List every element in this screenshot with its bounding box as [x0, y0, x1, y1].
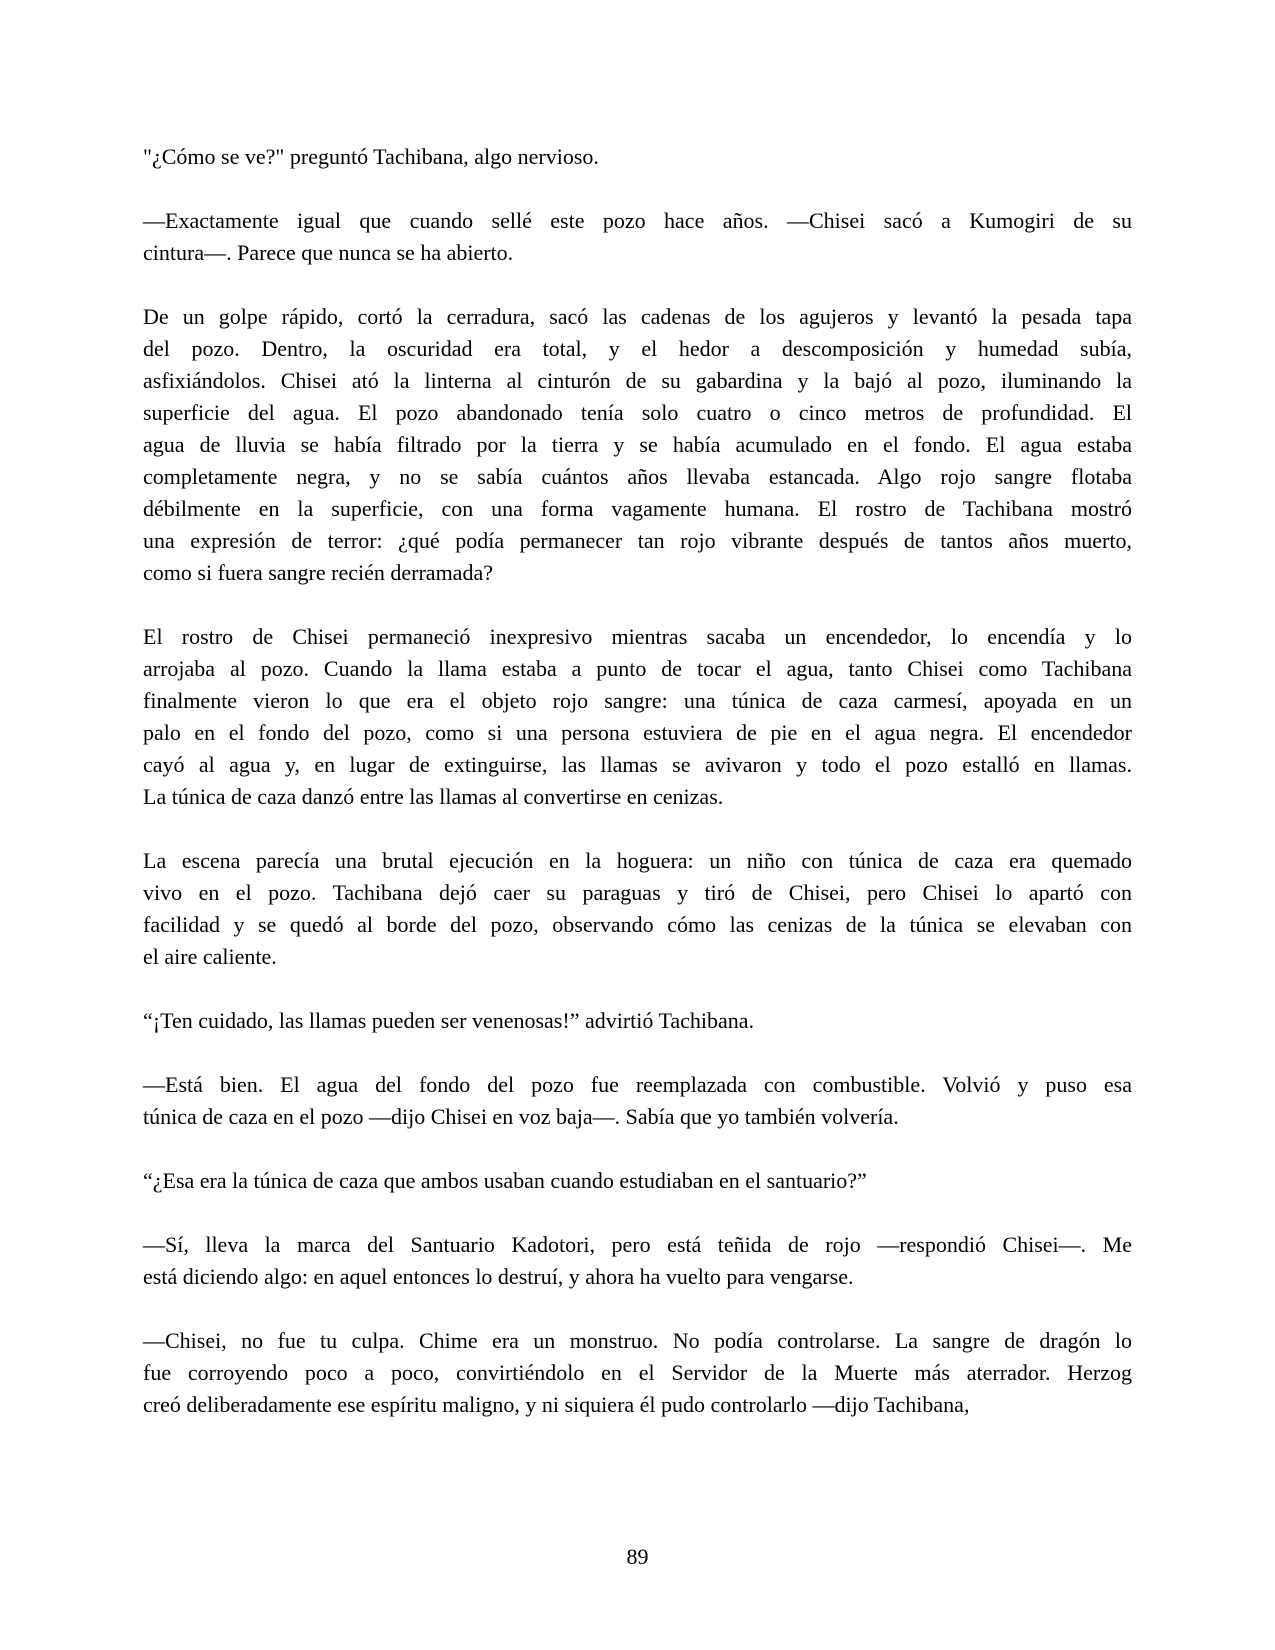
text-line: —Chisei, no fue tu culpa. Chime era un monstruo. No podía controlarse. La sangre de dragón lo [143, 1328, 1132, 1353]
paragraph [143, 1005, 1132, 1037]
text-line: —Exactamente igual que cuando sellé este pozo hace años. —Chisei sacó a Kumogiri de su [143, 208, 1132, 233]
text-line: La escena parecía una brutal ejecución en la hoguera: un niño con túnica de caza era quemado [143, 848, 1132, 873]
text-line: —Sí, lleva la marca del Santuario Kadotori, pero está teñida de rojo —respondió Chisei—. Me [143, 1232, 1132, 1257]
paragraph [143, 845, 1132, 973]
text-line: asfixiándolos. Chisei ató la linterna al cinturón de su gabardina y la bajó al pozo, iluminando la [143, 368, 1132, 393]
paragraph [143, 1069, 1132, 1133]
paragraph [143, 141, 1132, 173]
text-line: —Está bien. El agua del fondo del pozo fue reemplazada con combustible. Volvió y puso esa [143, 1072, 1132, 1097]
page-text [143, 141, 1132, 1421]
paragraph [143, 1165, 1132, 1197]
text-line: una expresión de terror: ¿qué podía permanecer tan rojo vibrante después de tantos años muerto, [143, 528, 1132, 553]
text-line: débilmente en la superficie, con una forma vagamente humana. El rostro de Tachibana mostró [143, 496, 1132, 521]
text-line: finalmente vieron lo que era el objeto rojo sangre: una túnica de caza carmesí, apoyada en un [143, 688, 1132, 713]
text-line: cayó al agua y, en lugar de extinguirse, las llamas se avivaron y todo el pozo estalló en llamas. [143, 752, 1132, 777]
text-line: “¡Ten cuidado, las llamas pueden ser venenosas!” advirtió Tachibana. [143, 1008, 755, 1033]
text-line: cintura—. Parece que nunca se ha abierto. [143, 240, 514, 265]
text-line: arrojaba al pozo. Cuando la llama estaba a punto de tocar el agua, tanto Chisei como Tachibana [143, 656, 1132, 681]
paragraph [143, 1229, 1132, 1293]
text-line: De un golpe rápido, cortó la cerradura, sacó las cadenas de los agujeros y levantó la pesada tapa [143, 304, 1132, 329]
text-line: fue corroyendo poco a poco, convirtiéndolo en el Servidor de la Muerte más aterrador. Herzog [143, 1360, 1132, 1385]
text-line: el aire caliente. [143, 944, 277, 969]
text-line: del pozo. Dentro, la oscuridad era total, y el hedor a descomposición y humedad subía, [143, 336, 1132, 361]
text-line: El rostro de Chisei permaneció inexpresivo mientras sacaba un encendedor, lo encendía y lo [143, 624, 1132, 649]
text-line: “¿Esa era la túnica de caza que ambos usaban cuando estudiaban en el santuario?” [143, 1168, 867, 1193]
text-line: completamente negra, y no se sabía cuántos años llevaba estancada. Algo rojo sangre flotaba [143, 464, 1132, 489]
page-number: 89 [626, 1544, 649, 1569]
text-line: palo en el fondo del pozo, como si una persona estuviera de pie en el agua negra. El encendedor [143, 720, 1132, 745]
text-line: vivo en el pozo. Tachibana dejó caer su paraguas y tiró de Chisei, pero Chisei lo apartó con [143, 880, 1132, 905]
text-line: La túnica de caza danzó entre las llamas al convertirse en cenizas. [143, 784, 724, 809]
text-line: "¿Cómo se ve?" preguntó Tachibana, algo nervioso. [143, 144, 599, 169]
text-line: facilidad y se quedó al borde del pozo, observando cómo las cenizas de la túnica se elevaban con [143, 912, 1132, 937]
paragraph [143, 621, 1132, 813]
paragraph [143, 205, 1132, 269]
paragraph [143, 1325, 1132, 1421]
text-line: agua de lluvia se había filtrado por la tierra y se había acumulado en el fondo. El agua estaba [143, 432, 1132, 457]
text-line: creó deliberadamente ese espíritu maligno, y ni siquiera él pudo controlarlo —dijo Tachibana, [143, 1392, 970, 1417]
text-line: como si fuera sangre recién derramada? [143, 560, 493, 585]
text-line: superficie del agua. El pozo abandonado tenía solo cuatro o cinco metros de profundidad. El [143, 400, 1132, 425]
text-line: túnica de caza en el pozo —dijo Chisei en voz baja—. Sabía que yo también volvería. [143, 1104, 899, 1129]
paragraph [143, 301, 1132, 589]
text-line: está diciendo algo: en aquel entonces lo destruí, y ahora ha vuelto para vengarse. [143, 1264, 854, 1289]
